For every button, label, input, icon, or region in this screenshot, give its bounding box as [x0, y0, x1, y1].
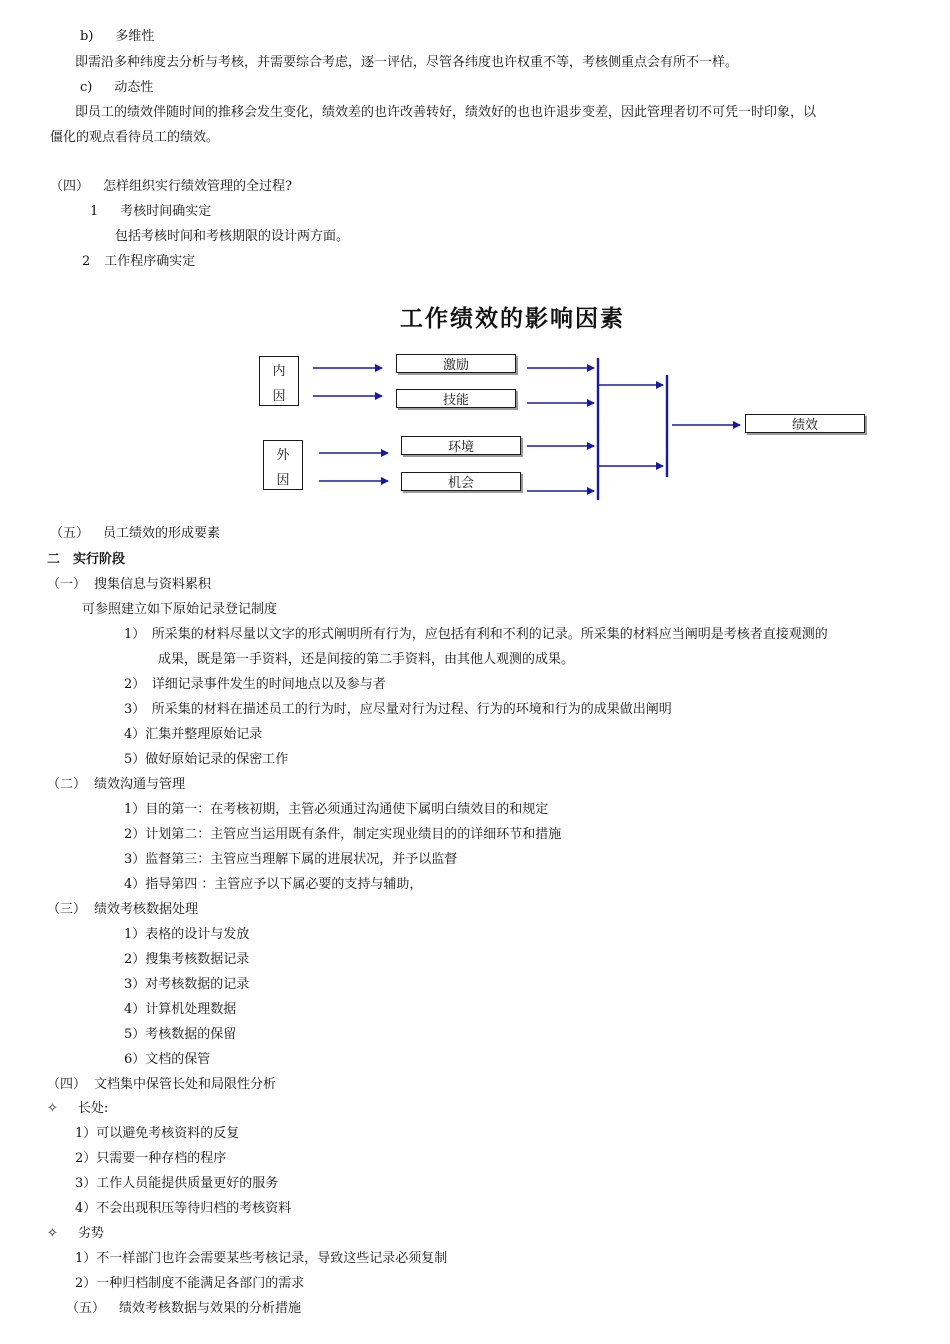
internal-label-top: 内: [272, 364, 286, 379]
part2-s4-num: （四）: [47, 1077, 87, 1092]
external-label-top: 外: [276, 448, 290, 463]
part2-s1-intro: 可参照建立如下原始记录登记制度: [82, 602, 278, 617]
internal-factors-box: [259, 356, 299, 406]
performance-box: [745, 414, 865, 433]
environment-label: 环境: [447, 440, 474, 455]
section5-heading: [50, 525, 220, 543]
item-b-text: 即需沿多种纬度去分析与考核，并需要综合考虑，逐一评估，尽管各纬度也许权重不等，考核侧重点会有所不一样。: [75, 55, 739, 70]
external-label-bottom: 因: [276, 473, 290, 488]
cons-heading: [47, 1225, 104, 1243]
bullet-icon: ✧: [47, 1101, 58, 1116]
s2-item: 1）目的第一：在考核初期，主管必须通过沟通使下属明白绩效目的和规定: [124, 802, 549, 817]
pros-item: 2）只需要一种存档的程序: [75, 1151, 227, 1166]
pros-heading: [47, 1100, 108, 1118]
skill-label: 技能: [442, 393, 469, 408]
s1-item: 4）汇集并整理原始记录: [124, 727, 263, 742]
section5-title: 员工绩效的形成要素: [103, 526, 221, 541]
environment-box: [401, 436, 521, 455]
motivation-label: 激励: [442, 358, 469, 373]
part2-s2-title: 绩效沟通与管理: [94, 777, 186, 792]
part2-s2-num: （二）: [47, 777, 87, 792]
s3-item: 6）文档的保管: [124, 1052, 211, 1067]
pros-label: 长处:: [77, 1101, 109, 1116]
item-c-title: 动态性: [114, 80, 154, 95]
s2-item: 4）指导第四 ：主管应予以下属必要的支持与辅助，: [124, 877, 423, 892]
s3-item: 2）搜集考核数据记录: [124, 952, 250, 967]
step2-num: 2: [82, 254, 91, 269]
motivation-box: [396, 354, 516, 373]
s1-item: 1） 所采集的材料尽量以文字的形式阐明所有行为，应包括有利和不利的记录。所采集的材料应当阐明是考核者直接观测的: [124, 627, 828, 642]
s2-item: 3）监督第三：主管应当理解下属的进展状况，并予以监督: [124, 852, 458, 867]
cons-item: 1）不一样部门也许会需要某些考核记录，导致这些记录必须复制: [75, 1251, 448, 1266]
pros-item: 1）可以避免考核资料的反复: [75, 1126, 240, 1141]
pros-item: 3）工作人员能提供质量更好的服务: [75, 1176, 279, 1191]
item-c-text-2: 僵化的观点看待员工的绩效。: [50, 130, 220, 145]
diagram-title: 工作绩效的影响因素: [400, 306, 625, 332]
s3-item: 1）表格的设计与发放: [124, 927, 250, 942]
s3-item: 5）考核数据的保留: [124, 1027, 237, 1042]
part2-s3-title: 绩效考核数据处理: [94, 902, 199, 917]
pros-item: 4）不会出现积压等待归档的考核资料: [75, 1201, 292, 1216]
part2-s3-heading: [47, 901, 198, 919]
section4-num: （四）: [50, 179, 90, 194]
section4-title: 怎样组织实行绩效管理的全过程?: [103, 179, 292, 194]
item-c-label: c): [80, 80, 93, 95]
step2-title: 工作程序确实定: [104, 254, 196, 269]
s1-item: 5）做好原始记录的保密工作: [124, 752, 289, 767]
part2-s5-title: 绩效考核数据与效果的分析措施: [119, 1301, 302, 1316]
s3-item: 4）计算机处理数据: [124, 1002, 237, 1017]
part2-s4-heading: [47, 1076, 276, 1094]
internal-label-bottom: 因: [272, 389, 286, 404]
step1-detail: 包括考核时间和考核期限的设计两方面。: [115, 229, 350, 244]
part2-s3-num: （三）: [47, 902, 87, 917]
step1-title: 考核时间确实定: [120, 204, 212, 219]
cons-label: 劣势: [77, 1226, 104, 1241]
part2-s5-heading: [66, 1300, 301, 1318]
opportunity-box: [401, 472, 521, 491]
opportunity-label: 机会: [447, 476, 474, 491]
s1-item: 3） 所采集的材料在描述员工的行为时，应尽量对行为过程、行为的环境和行为的成果做出阐明: [124, 702, 672, 717]
item-c-text-1: 即员工的绩效伴随时间的推移会发生变化，绩效差的也许改善转好，绩效好的也也许退步变差，因此管理者切不可凭一时印象，以: [75, 105, 817, 120]
part2-heading: 二 实行阶段: [47, 552, 126, 567]
s2-item: 2）计划第二：主管应当运用既有条件，制定实现业绩目的的详细环节和措施: [124, 827, 562, 842]
step1-num: 1: [90, 204, 99, 219]
section5-num: （五）: [50, 526, 90, 541]
external-factors-box: [263, 440, 303, 490]
part2-s4-title: 文档集中保管长处和局限性分析: [94, 1077, 277, 1092]
part2-s5-num: （五）: [66, 1301, 106, 1316]
part2-s1-title: 搜集信息与资料累积: [94, 577, 212, 592]
item-b-label: b): [80, 29, 94, 44]
performance-label: 绩效: [791, 418, 818, 433]
part2-s2-heading: [47, 776, 185, 794]
s1-item: 2） 详细记录事件发生的时间地点以及参与者: [124, 677, 386, 692]
part2-s1-heading: [47, 576, 211, 594]
s3-item: 3）对考核数据的记录: [124, 977, 250, 992]
bullet-icon: ✧: [47, 1226, 58, 1241]
skill-box: [396, 389, 516, 408]
cons-item: 2）一种归档制度不能满足各部门的需求: [75, 1276, 305, 1291]
item-b-title: 多维性: [115, 29, 155, 44]
s1-item: 成果，既是第一手资料，还是间接的第二手资料，由其他人观测的成果。: [158, 652, 575, 667]
part2-s1-num: （一）: [47, 577, 87, 592]
